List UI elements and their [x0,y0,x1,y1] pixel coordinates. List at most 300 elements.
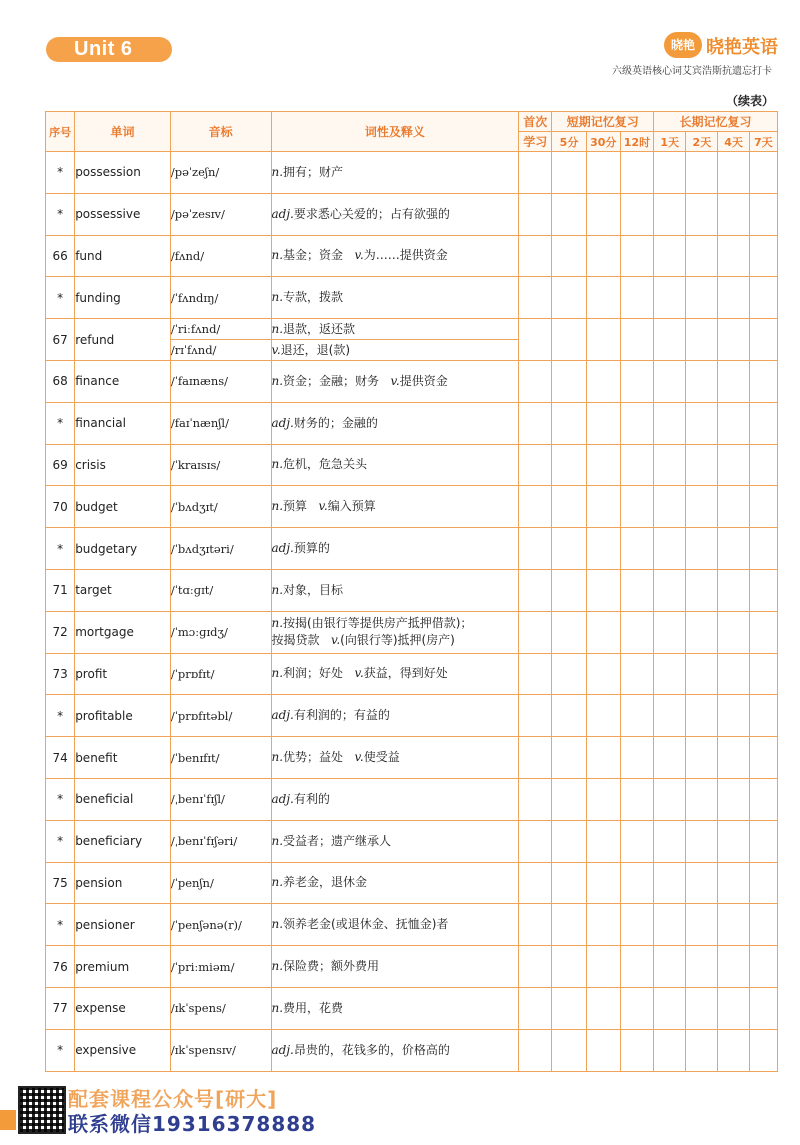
row-word: possession [75,152,171,194]
row-definition [271,319,519,340]
review-checkbox[interactable] [586,402,620,444]
row-number: * [46,152,75,194]
row-phonetic: /ˈprɒfɪt/ [170,653,271,695]
review-checkbox[interactable] [718,193,749,235]
row-word: premium [75,946,171,988]
review-checkbox[interactable] [552,695,586,737]
row-word: expensive [75,1029,171,1071]
review-checkbox[interactable] [620,319,653,361]
row-definition [271,904,519,946]
review-checkbox[interactable] [749,193,777,235]
review-checkbox[interactable] [749,277,777,319]
row-phonetic: /ˈmɔːɡɪdʒ/ [170,611,271,653]
table-row [46,402,778,444]
review-checkbox[interactable] [519,946,552,988]
review-checkbox[interactable] [586,360,620,402]
review-checkbox[interactable] [718,152,749,194]
review-checkbox[interactable] [718,1029,749,1071]
review-checkbox[interactable] [586,820,620,862]
definition-text: 预算的 [293,541,330,556]
definition-text: (向银行等)抵押(房产) [340,633,455,648]
definition-text: 优势；益处 [283,750,344,765]
review-checkbox[interactable] [749,569,777,611]
review-checkbox[interactable] [552,486,586,528]
review-checkbox[interactable] [519,319,552,361]
review-checkbox[interactable] [718,528,749,570]
review-checkbox[interactable] [519,486,552,528]
review-checkbox[interactable] [620,528,653,570]
page-subtitle: 六级英语核心词艾宾浩斯抗遗忘打卡 [612,66,772,77]
review-checkbox[interactable] [519,695,552,737]
review-checkbox[interactable] [519,653,552,695]
review-checkbox[interactable] [586,1029,620,1071]
review-checkbox[interactable] [686,528,718,570]
review-checkbox[interactable] [686,987,718,1029]
review-checkbox[interactable] [586,862,620,904]
review-checkbox[interactable] [620,987,653,1029]
definition-text: 费用，花费 [283,1000,344,1015]
review-checkbox[interactable] [552,778,586,820]
review-checkbox[interactable] [718,319,749,361]
review-checkbox[interactable] [718,360,749,402]
review-checkbox[interactable] [620,946,653,988]
review-checkbox[interactable] [749,402,777,444]
review-checkbox[interactable] [686,946,718,988]
review-checkbox[interactable] [686,1029,718,1071]
part-of-speech: n. [271,373,284,388]
row-phonetic: /ˈpriːmiəm/ [170,946,271,988]
part-of-speech: adj. [271,206,294,221]
unit-badge [46,37,172,62]
definition-text: 按揭贷款 [271,633,320,648]
part-of-speech: v. [271,342,281,357]
row-word: financial [75,402,171,444]
row-word: budget [75,486,171,528]
review-checkbox[interactable] [718,402,749,444]
review-checkbox[interactable] [718,235,749,277]
row-number: * [46,402,75,444]
review-checkbox[interactable] [718,862,749,904]
definition-text: 昂贵的，花钱多的，价格高的 [293,1042,450,1057]
review-checkbox[interactable] [718,778,749,820]
row-definition [271,528,519,570]
review-checkbox[interactable] [654,444,686,486]
part-of-speech: v. [354,666,364,681]
review-checkbox[interactable] [620,653,653,695]
review-checkbox[interactable] [586,946,620,988]
review-checkbox[interactable] [654,193,686,235]
review-checkbox[interactable] [552,235,586,277]
table-row [46,653,778,695]
header-long-7d: 7天 [749,132,777,152]
row-definition [271,862,519,904]
definition-text: 提供资金 [399,373,448,388]
unit-title: Unit 6 [74,38,133,60]
part-of-speech: adj. [271,541,294,556]
review-checkbox[interactable] [718,611,749,653]
review-checkbox[interactable] [586,987,620,1029]
review-checkbox[interactable] [519,820,552,862]
row-word: profitable [75,695,171,737]
review-checkbox[interactable] [552,904,586,946]
definition-text: 资金；金融；财务 [283,373,380,388]
review-checkbox[interactable] [586,277,620,319]
review-checkbox[interactable] [749,653,777,695]
part-of-speech: v. [318,499,328,514]
table-row [46,235,778,277]
header-short-5min: 5分 [552,132,586,152]
review-checkbox[interactable] [586,152,620,194]
table-row [46,695,778,737]
review-checkbox[interactable] [519,1029,552,1071]
review-checkbox[interactable] [686,569,718,611]
row-phonetic: /ɪkˈspens/ [170,987,271,1029]
review-checkbox[interactable] [620,235,653,277]
review-checkbox[interactable] [654,737,686,779]
review-checkbox[interactable] [749,611,777,653]
review-checkbox[interactable] [552,611,586,653]
review-checkbox[interactable] [519,402,552,444]
row-word: refund [75,319,171,361]
row-phonetic: /ˌbenɪˈfɪʃəri/ [170,820,271,862]
row-phonetic: /ˈbʌdʒɪt/ [170,486,271,528]
review-checkbox[interactable] [749,360,777,402]
header-definition: 词性及释义 [271,112,519,152]
review-checkbox[interactable] [620,277,653,319]
review-checkbox[interactable] [519,611,552,653]
header-num: 序号 [46,112,75,152]
brand-logo-icon: 晓艳 [664,32,702,58]
review-checkbox[interactable] [586,528,620,570]
review-checkbox[interactable] [519,152,552,194]
definition-text: 专款，拨款 [283,290,344,305]
part-of-speech: n. [271,917,284,932]
part-of-speech: n. [271,750,284,765]
review-checkbox[interactable] [686,862,718,904]
review-checkbox[interactable] [620,360,653,402]
continued-label: （续表） [726,94,775,108]
header-first: 首次 [519,112,552,132]
review-checkbox[interactable] [586,737,620,779]
review-checkbox[interactable] [686,904,718,946]
definition-text: 利润；好处 [283,666,344,681]
definition-text: 对象，目标 [283,582,344,597]
review-checkbox[interactable] [552,277,586,319]
review-checkbox[interactable] [586,235,620,277]
row-definition [271,193,519,235]
review-checkbox[interactable] [552,402,586,444]
part-of-speech: n. [271,164,284,179]
row-word: funding [75,277,171,319]
review-checkbox[interactable] [519,862,552,904]
review-checkbox[interactable] [686,235,718,277]
row-number: * [46,778,75,820]
review-checkbox[interactable] [620,820,653,862]
review-checkbox[interactable] [654,1029,686,1071]
review-checkbox[interactable] [552,444,586,486]
review-checkbox[interactable] [749,737,777,779]
review-checkbox[interactable] [552,360,586,402]
row-definition [271,340,519,361]
review-checkbox[interactable] [749,444,777,486]
review-checkbox[interactable] [519,360,552,402]
review-checkbox[interactable] [718,820,749,862]
review-checkbox[interactable] [654,235,686,277]
review-checkbox[interactable] [718,486,749,528]
row-number: * [46,695,75,737]
review-checkbox[interactable] [586,486,620,528]
review-checkbox[interactable] [552,946,586,988]
review-checkbox[interactable] [686,611,718,653]
review-checkbox[interactable] [519,569,552,611]
part-of-speech: adj. [271,1042,294,1057]
review-checkbox[interactable] [519,778,552,820]
row-phonetic: /pəˈzesɪv/ [170,193,271,235]
part-of-speech: n. [271,616,284,631]
row-definition [271,946,519,988]
part-of-speech: n. [271,248,284,263]
review-checkbox[interactable] [654,862,686,904]
review-checkbox[interactable] [586,444,620,486]
review-checkbox[interactable] [620,862,653,904]
header-short-30min: 30分 [586,132,620,152]
review-checkbox[interactable] [686,820,718,862]
review-checkbox[interactable] [686,360,718,402]
review-checkbox[interactable] [586,695,620,737]
review-checkbox[interactable] [654,695,686,737]
review-checkbox[interactable] [654,987,686,1029]
review-checkbox[interactable] [620,193,653,235]
review-checkbox[interactable] [749,235,777,277]
row-phonetic: /ˈfaɪnæns/ [170,360,271,402]
review-checkbox[interactable] [654,528,686,570]
review-checkbox[interactable] [718,569,749,611]
part-of-speech: adj. [271,415,294,430]
review-checkbox[interactable] [654,277,686,319]
part-of-speech: n. [271,499,284,514]
part-of-speech: v. [354,750,364,765]
table-row [46,737,778,779]
review-checkbox[interactable] [552,653,586,695]
row-definition [271,820,519,862]
row-number: 77 [46,987,75,1029]
review-checkbox[interactable] [749,820,777,862]
review-checkbox[interactable] [519,277,552,319]
review-checkbox[interactable] [749,987,777,1029]
review-checkbox[interactable] [718,653,749,695]
definition-text: 领养老金(或退休金、抚恤金)者 [283,917,449,932]
table-row [46,611,778,653]
review-checkbox[interactable] [749,319,777,361]
definition-text: 有利润的；有益的 [293,708,390,723]
part-of-speech: v. [390,373,400,388]
review-checkbox[interactable] [620,904,653,946]
row-number: 66 [46,235,75,277]
row-phonetic: /ˈkraɪsɪs/ [170,444,271,486]
review-checkbox[interactable] [620,402,653,444]
review-checkbox[interactable] [654,402,686,444]
row-number: * [46,904,75,946]
row-word: beneficial [75,778,171,820]
review-checkbox[interactable] [749,946,777,988]
table-row [46,152,778,194]
review-checkbox[interactable] [749,152,777,194]
row-number: 72 [46,611,75,653]
part-of-speech: n. [271,959,284,974]
row-word: pensioner [75,904,171,946]
review-checkbox[interactable] [718,444,749,486]
review-checkbox[interactable] [718,987,749,1029]
review-checkbox[interactable] [654,904,686,946]
review-checkbox[interactable] [686,402,718,444]
review-checkbox[interactable] [686,695,718,737]
header-first-sub: 学习 [519,132,552,152]
review-checkbox[interactable] [686,152,718,194]
row-definition [271,653,519,695]
review-checkbox[interactable] [620,778,653,820]
review-checkbox[interactable] [686,486,718,528]
review-checkbox[interactable] [749,486,777,528]
review-checkbox[interactable] [620,569,653,611]
review-checkbox[interactable] [620,152,653,194]
review-checkbox[interactable] [519,987,552,1029]
row-number: 68 [46,360,75,402]
review-checkbox[interactable] [718,695,749,737]
definition-text: 使受益 [363,750,400,765]
review-checkbox[interactable] [519,528,552,570]
review-checkbox[interactable] [654,946,686,988]
row-number: 73 [46,653,75,695]
review-checkbox[interactable] [686,778,718,820]
row-number: 76 [46,946,75,988]
row-phonetic: /fʌnd/ [170,235,271,277]
part-of-speech: n. [271,582,284,597]
review-checkbox[interactable] [552,152,586,194]
review-checkbox[interactable] [620,1029,653,1071]
review-checkbox[interactable] [620,695,653,737]
review-checkbox[interactable] [519,737,552,779]
review-checkbox[interactable] [654,611,686,653]
row-word: possessive [75,193,171,235]
part-of-speech: n. [271,290,284,305]
review-checkbox[interactable] [686,737,718,779]
review-checkbox[interactable] [654,319,686,361]
row-phonetic: /ˈfʌndɪŋ/ [170,277,271,319]
review-checkbox[interactable] [654,820,686,862]
review-checkbox[interactable] [654,486,686,528]
definition-text: 养老金，退休金 [283,875,368,890]
row-phonetic: /rɪˈfʌnd/ [170,340,271,361]
row-word: pension [75,862,171,904]
review-checkbox[interactable] [749,862,777,904]
review-checkbox[interactable] [749,528,777,570]
review-checkbox[interactable] [686,653,718,695]
review-checkbox[interactable] [519,193,552,235]
review-checkbox[interactable] [620,444,653,486]
row-word: mortgage [75,611,171,653]
review-checkbox[interactable] [552,528,586,570]
review-checkbox[interactable] [519,904,552,946]
row-word: expense [75,987,171,1029]
review-checkbox[interactable] [718,946,749,988]
review-checkbox[interactable] [686,193,718,235]
review-checkbox[interactable] [519,235,552,277]
review-checkbox[interactable] [686,319,718,361]
review-checkbox[interactable] [552,987,586,1029]
brand-name: 晓艳英语 [706,37,778,58]
review-checkbox[interactable] [749,904,777,946]
row-definition [271,486,519,528]
review-checkbox[interactable] [552,1029,586,1071]
review-checkbox[interactable] [654,569,686,611]
review-checkbox[interactable] [686,444,718,486]
review-checkbox[interactable] [586,193,620,235]
row-phonetic: /ˈpenʃn/ [170,862,271,904]
review-checkbox[interactable] [552,862,586,904]
review-checkbox[interactable] [686,277,718,319]
row-definition [271,152,519,194]
row-definition [271,1029,519,1071]
review-checkbox[interactable] [654,653,686,695]
review-checkbox[interactable] [552,737,586,779]
row-word: fund [75,235,171,277]
row-number: 70 [46,486,75,528]
row-number: 75 [46,862,75,904]
row-definition [271,569,519,611]
review-checkbox[interactable] [586,611,620,653]
row-word: beneficiary [75,820,171,862]
table-row [46,778,778,820]
review-checkbox[interactable] [654,360,686,402]
review-checkbox[interactable] [586,319,620,361]
review-checkbox[interactable] [552,820,586,862]
review-checkbox[interactable] [749,1029,777,1071]
review-checkbox[interactable] [620,486,653,528]
review-checkbox[interactable] [586,778,620,820]
header-long-1d: 1天 [654,132,686,152]
definition-text: 受益者；遗产继承人 [283,833,392,848]
review-checkbox[interactable] [620,737,653,779]
review-checkbox[interactable] [586,904,620,946]
row-number: * [46,528,75,570]
header-long-2d: 2天 [686,132,718,152]
definition-text: 有利的 [293,791,330,806]
review-checkbox[interactable] [718,277,749,319]
review-checkbox[interactable] [586,653,620,695]
row-definition [271,277,519,319]
row-word: budgetary [75,528,171,570]
row-phonetic: /faɪˈnænʃl/ [170,402,271,444]
review-checkbox[interactable] [718,904,749,946]
review-checkbox[interactable] [586,569,620,611]
review-checkbox[interactable] [654,152,686,194]
review-checkbox[interactable] [749,778,777,820]
review-checkbox[interactable] [620,611,653,653]
row-phonetic: /ˌbenɪˈfɪʃl/ [170,778,271,820]
review-checkbox[interactable] [552,569,586,611]
header-long-review: 长期记忆复习 [654,112,778,132]
review-checkbox[interactable] [718,737,749,779]
table-row [46,904,778,946]
review-checkbox[interactable] [519,444,552,486]
review-checkbox[interactable] [552,193,586,235]
review-checkbox[interactable] [654,778,686,820]
review-checkbox[interactable] [552,319,586,361]
part-of-speech: n. [271,833,284,848]
part-of-speech: n. [271,457,284,472]
review-checkbox[interactable] [749,695,777,737]
row-phonetic: /pəˈzeʃn/ [170,152,271,194]
